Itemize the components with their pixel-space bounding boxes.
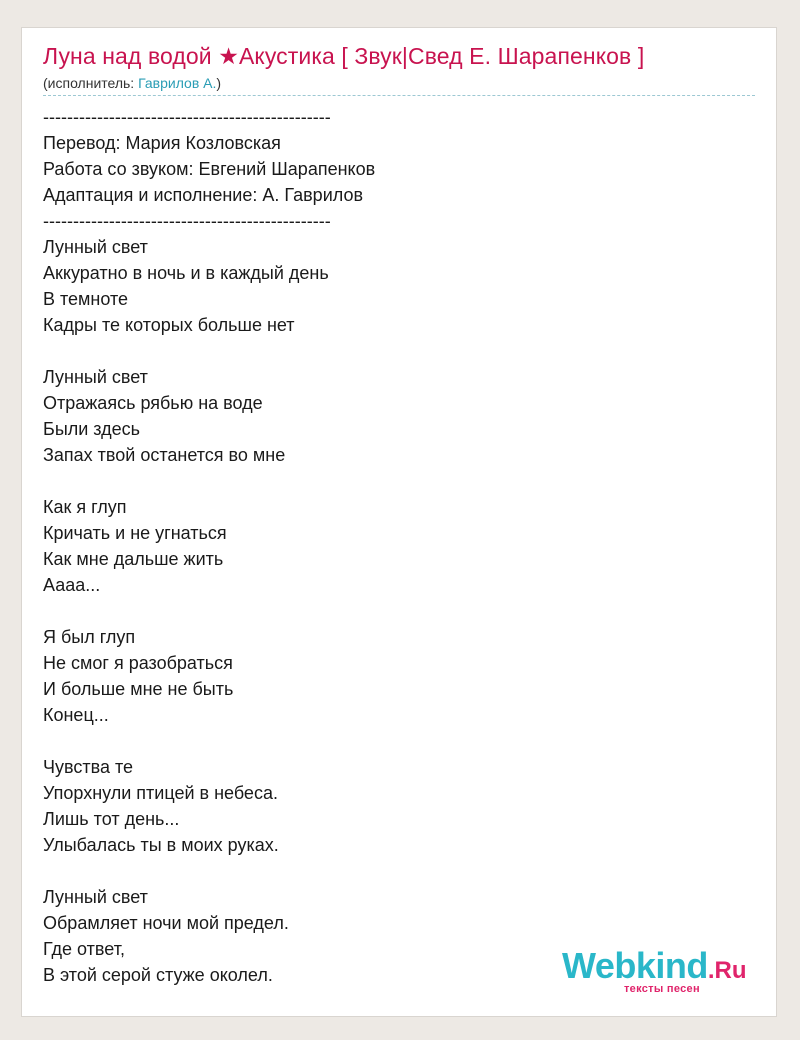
- stanza-gap: [43, 728, 375, 754]
- lyric-line: Кричать и не угнаться: [43, 523, 227, 543]
- logo-wordmark: Webkind: [562, 945, 708, 986]
- song-title: Луна над водой ★Акустика [ Звук|Свед Е. Шарапенков ]: [43, 43, 645, 69]
- lyric-line: И больше мне не быть: [43, 679, 234, 699]
- lyric-line: Кадры те которых больше нет: [43, 315, 295, 335]
- lyric-line: Лунный свет: [43, 367, 148, 387]
- stanza-gap: [43, 598, 375, 624]
- lyric-line: Улыбалась ты в моих руках.: [43, 835, 279, 855]
- lyric-line: Как я глуп: [43, 497, 127, 517]
- lyric-line: Обрамляет ночи мой предел.: [43, 913, 289, 933]
- intro-line: Адаптация и исполнение: А. Гаврилов: [43, 185, 364, 205]
- webkind-logo[interactable]: [562, 945, 747, 995]
- intro-line: ------------------------------------------------: [43, 107, 331, 127]
- lyrics-card: [21, 27, 777, 1017]
- lyric-line: Отражаясь рябью на воде: [43, 393, 263, 413]
- intro-line: ------------------------------------------------: [43, 211, 331, 231]
- performer-line: [43, 75, 221, 91]
- performer-prefix: (исполнитель:: [43, 75, 139, 91]
- stanza-gap: [43, 468, 375, 494]
- lyric-line: В темноте: [43, 289, 129, 309]
- lyric-line: Не смог я разобраться: [43, 653, 233, 673]
- intro-line: Перевод: Мария Козловская: [43, 133, 281, 153]
- lyric-line: Конец...: [43, 705, 109, 725]
- lyric-line: Лунный свет: [43, 887, 148, 907]
- lyric-line: Как мне дальше жить: [43, 549, 224, 569]
- lyric-line: Были здесь: [43, 419, 141, 439]
- lyric-line: Упорхнули птицей в небеса.: [43, 783, 278, 803]
- performer-suffix: ): [216, 75, 222, 91]
- intro-line: Работа со звуком: Евгений Шарапенков: [43, 159, 376, 179]
- lyric-line: Аккуратно в ночь и в каждый день: [43, 263, 329, 283]
- stanza-gap: [43, 858, 375, 884]
- logo-tagline: тексты песен: [624, 983, 700, 995]
- lyric-line: Я был глуп: [43, 627, 136, 647]
- lyric-line: Запах твой останется во мне: [43, 445, 286, 465]
- logo-domain: .Ru: [707, 957, 747, 984]
- lyric-line: Лишь тот день...: [43, 809, 180, 829]
- header-divider: [43, 95, 755, 96]
- lyric-line: Аааа...: [43, 575, 101, 595]
- lyric-line: Чувства те: [43, 757, 134, 777]
- lyric-line: В этой серой стуже околел.: [43, 965, 273, 985]
- lyrics-text: [43, 104, 375, 988]
- performer-link[interactable]: Гаврилов А.: [138, 75, 217, 91]
- lyric-line: Где ответ,: [43, 939, 125, 959]
- lyric-line: Лунный свет: [43, 237, 148, 257]
- stanza-gap: [43, 338, 375, 364]
